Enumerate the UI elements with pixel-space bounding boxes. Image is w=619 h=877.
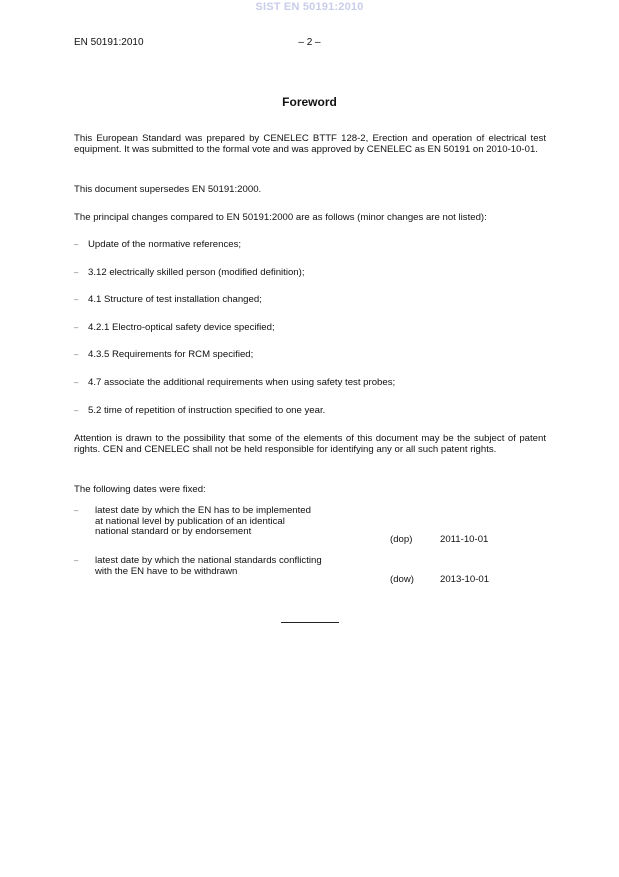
- change-text: 4.3.5 Requirements for RCM specified;: [88, 349, 254, 361]
- dash-bullet: –: [74, 506, 79, 515]
- list-item: [74, 322, 546, 350]
- dash-bullet: –: [74, 377, 79, 387]
- change-text: 3.12 electrically skilled person (modified definition);: [88, 266, 305, 278]
- change-text: 4.2.1 Electro-optical safety device specified;: [88, 321, 275, 333]
- watermark: SIST EN 50191:2010: [255, 1, 364, 13]
- dates-intro-paragraph: The following dates were fixed:: [74, 484, 206, 495]
- date-row-dow: [74, 555, 546, 585]
- list-item: [74, 377, 546, 405]
- dash-bullet: –: [74, 267, 79, 277]
- changes-intro-paragraph: The principal changes compared to EN 50191:2000 are as follows (minor changes are not listed):: [74, 212, 487, 223]
- page-title: Foreword: [282, 95, 337, 109]
- date-description-line: latest date by which the national standards conflicting: [95, 555, 322, 566]
- change-text: 5.2 time of repetition of instruction specified to one year.: [88, 404, 326, 416]
- dash-bullet: –: [74, 556, 79, 565]
- changes-list: [74, 239, 546, 432]
- dash-bullet: –: [74, 322, 79, 332]
- section-end-rule: [281, 622, 339, 623]
- date-description-line: latest date by which the EN has to be implemented: [95, 505, 311, 516]
- list-item: [74, 267, 546, 295]
- list-item: [74, 405, 546, 433]
- change-text: 4.1 Structure of test installation changed;: [88, 294, 262, 306]
- date-description: [95, 506, 360, 538]
- date-description-line: national standard or by endorsement: [95, 526, 252, 538]
- date-value: 2011-10-01: [440, 534, 489, 545]
- date-description-line: at national level by publication of an identical: [95, 515, 285, 527]
- date-value: 2013-10-01: [440, 574, 490, 585]
- dash-bullet: –: [74, 295, 79, 305]
- date-row-dop: [74, 506, 546, 556]
- list-item: [74, 294, 546, 322]
- dates-table: [74, 505, 546, 585]
- date-code: (dow): [390, 574, 414, 585]
- change-text: 4.7 associate the additional requirements when using safety test probes;: [88, 376, 396, 388]
- dash-bullet: –: [74, 350, 79, 360]
- list-item: [74, 349, 546, 377]
- list-item: [74, 239, 546, 267]
- date-code: (dop): [390, 534, 413, 545]
- dash-bullet: –: [74, 240, 79, 249]
- patent-notice-paragraph: Attention is drawn to the possibility that some of the elements of this document may be the subject of patent rights. CEN and CENELEC shall not be held responsible for identifying any or all such patent rights.: [74, 433, 546, 455]
- supersedes-paragraph: This document supersedes EN 50191:2000.: [74, 184, 262, 195]
- date-description-line: with the EN have to be withdrawn: [95, 565, 238, 577]
- intro-paragraph: This European Standard was prepared by CENELEC BTTF 128-2, Erection and operation of electrical test equipment. It was submitted to the formal vote and was approved by CENELEC as EN 50191 on 2010-10-01.: [74, 133, 546, 155]
- change-text: Update of the normative references;: [88, 239, 242, 250]
- document-id: EN 50191:2010: [74, 37, 144, 48]
- page-number: – 2 –: [298, 37, 321, 48]
- date-description: [95, 556, 360, 577]
- dash-bullet: –: [74, 405, 79, 415]
